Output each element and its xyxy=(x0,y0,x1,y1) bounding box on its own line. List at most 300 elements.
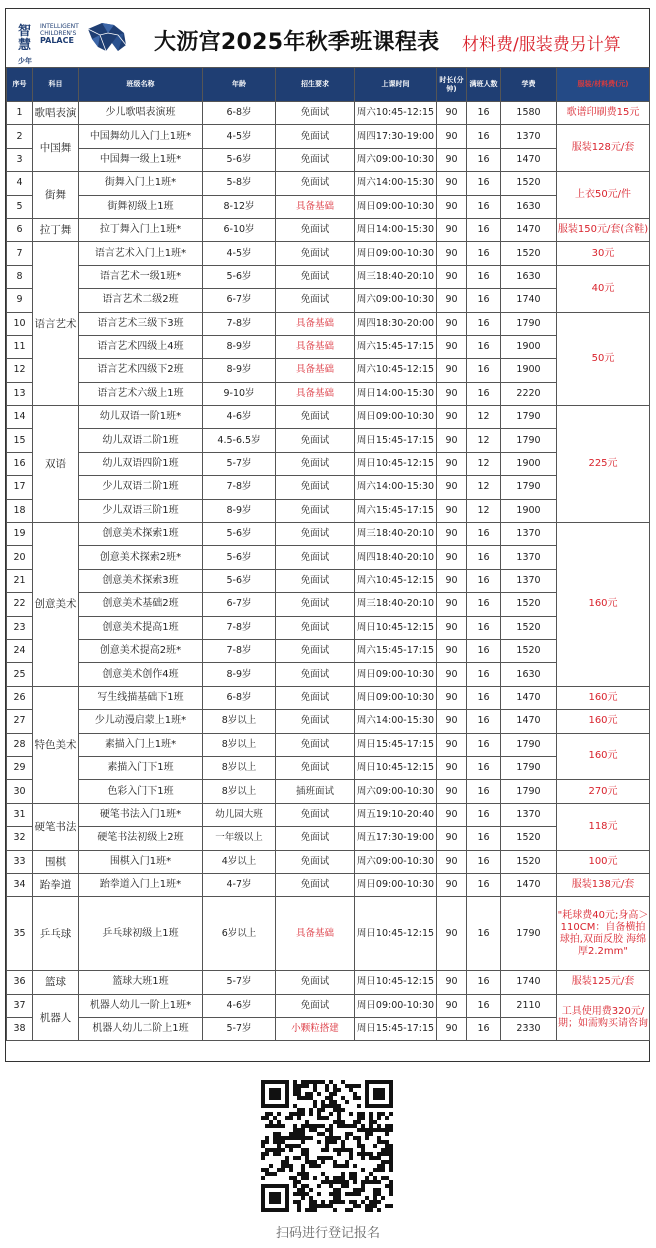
col-header-number: 序号 xyxy=(7,68,33,102)
extra-fee-cell: 50元 xyxy=(557,312,650,406)
row-number: 20 xyxy=(7,546,33,569)
tuition-fee: 1900 xyxy=(501,359,557,382)
subject-cell: 拉丁舞 xyxy=(33,218,79,241)
age-range: 幼儿园大班 xyxy=(203,803,276,826)
class-name: 创意美术探索3班 xyxy=(79,569,203,592)
class-size: 16 xyxy=(467,971,501,994)
age-range: 4-5岁 xyxy=(203,125,276,148)
class-name: 少儿双语三阶1班 xyxy=(79,499,203,522)
tuition-fee: 1520 xyxy=(501,850,557,873)
extra-fee-cell: 工具使用费320元/期；如需购买请咨询 xyxy=(557,994,650,1041)
class-time: 周六09:00-10:30 xyxy=(355,148,437,171)
row-number: 5 xyxy=(7,195,33,218)
class-size: 16 xyxy=(467,616,501,639)
row-number: 14 xyxy=(7,406,33,429)
enrollment-requirement: 免面试 xyxy=(276,686,355,709)
duration-minutes: 90 xyxy=(437,873,467,896)
duration-minutes: 90 xyxy=(437,312,467,335)
table-row xyxy=(7,710,650,733)
class-size: 16 xyxy=(467,569,501,592)
tuition-fee: 1520 xyxy=(501,242,557,265)
class-name: 乒乓球初级上1班 xyxy=(79,897,203,971)
logo-english-line2: CHILDREN'S xyxy=(40,30,77,37)
logo-chinese-text: 智慧 xyxy=(18,24,32,53)
extra-fee-cell: 100元 xyxy=(557,850,650,873)
class-size: 16 xyxy=(467,710,501,733)
class-size: 16 xyxy=(467,873,501,896)
table-row xyxy=(7,663,650,686)
duration-minutes: 90 xyxy=(437,971,467,994)
row-number: 38 xyxy=(7,1018,33,1041)
row-number: 3 xyxy=(7,148,33,171)
tuition-fee: 1520 xyxy=(501,827,557,850)
extra-fee-cell: 160元 xyxy=(557,523,650,687)
class-time: 周日09:00-10:30 xyxy=(355,873,437,896)
enrollment-requirement: 免面试 xyxy=(276,546,355,569)
table-row xyxy=(7,593,650,616)
class-name: 少儿歌唱表演班 xyxy=(79,102,203,125)
age-range: 5-6岁 xyxy=(203,569,276,592)
col-header-age: 年龄 xyxy=(203,68,276,102)
class-time: 周六09:00-10:30 xyxy=(355,850,437,873)
extra-fee-cell: 服装125元/套 xyxy=(557,971,650,994)
class-size: 12 xyxy=(467,429,501,452)
class-time: 周六15:45-17:15 xyxy=(355,639,437,662)
extra-fee-cell: 225元 xyxy=(557,406,650,523)
class-size: 16 xyxy=(467,523,501,546)
row-number: 35 xyxy=(7,897,33,971)
row-number: 22 xyxy=(7,593,33,616)
enrollment-requirement: 免面试 xyxy=(276,710,355,733)
table-row xyxy=(7,850,650,873)
age-range: 一年级以上 xyxy=(203,827,276,850)
subject-cell: 跆拳道 xyxy=(33,873,79,896)
class-time: 周三18:40-20:10 xyxy=(355,593,437,616)
class-time: 周日10:45-12:15 xyxy=(355,756,437,779)
class-name: 创意美术提高2班* xyxy=(79,639,203,662)
class-size: 16 xyxy=(467,593,501,616)
age-range: 8-9岁 xyxy=(203,335,276,358)
duration-minutes: 90 xyxy=(437,686,467,709)
duration-minutes: 90 xyxy=(437,429,467,452)
table-row xyxy=(7,523,650,546)
age-range: 6-8岁 xyxy=(203,686,276,709)
class-size: 12 xyxy=(467,452,501,475)
row-number: 21 xyxy=(7,569,33,592)
class-name: 创意美术提高1班 xyxy=(79,616,203,639)
table-row xyxy=(7,476,650,499)
class-name: 围棋入门1班* xyxy=(79,850,203,873)
tuition-fee: 1790 xyxy=(501,756,557,779)
table-header-row xyxy=(7,68,650,102)
enrollment-requirement: 插班面试 xyxy=(276,780,355,803)
duration-minutes: 90 xyxy=(437,994,467,1017)
age-range: 8岁以上 xyxy=(203,733,276,756)
class-size: 16 xyxy=(467,827,501,850)
extra-fee-cell: 118元 xyxy=(557,803,650,850)
tuition-fee: 1900 xyxy=(501,335,557,358)
enrollment-requirement: 具备基础 xyxy=(276,335,355,358)
age-range: 5-6岁 xyxy=(203,148,276,171)
extra-fee-cell: "耗球费40元;身高＞110CM：自备横拍球拍,双面反胶 海绵厚2.2mm" xyxy=(557,897,650,971)
tuition-fee: 2220 xyxy=(501,382,557,405)
row-number: 6 xyxy=(7,218,33,241)
class-name: 跆拳道入门上1班* xyxy=(79,873,203,896)
enrollment-requirement: 免面试 xyxy=(276,476,355,499)
age-range: 4岁以上 xyxy=(203,850,276,873)
duration-minutes: 90 xyxy=(437,569,467,592)
age-range: 4-6岁 xyxy=(203,406,276,429)
table-row xyxy=(7,803,650,826)
class-time: 周五19:10-20:40 xyxy=(355,803,437,826)
age-range: 7-8岁 xyxy=(203,312,276,335)
class-name: 语言艺术一级1班* xyxy=(79,265,203,288)
elephant-logo-icon xyxy=(84,21,128,53)
enrollment-requirement: 免面试 xyxy=(276,639,355,662)
row-number: 19 xyxy=(7,523,33,546)
class-time: 周三18:40-20:10 xyxy=(355,265,437,288)
duration-minutes: 90 xyxy=(437,710,467,733)
class-time: 周日10:45-12:15 xyxy=(355,452,437,475)
tuition-fee: 1630 xyxy=(501,663,557,686)
class-time: 周日10:45-12:15 xyxy=(355,971,437,994)
logo-chinese-small: 少年 xyxy=(18,57,32,65)
age-range: 8岁以上 xyxy=(203,756,276,779)
duration-minutes: 90 xyxy=(437,148,467,171)
age-range: 4-5岁 xyxy=(203,242,276,265)
enrollment-requirement: 免面试 xyxy=(276,850,355,873)
duration-minutes: 90 xyxy=(437,616,467,639)
duration-minutes: 90 xyxy=(437,406,467,429)
class-name: 创意美术探索1班 xyxy=(79,523,203,546)
age-range: 6-7岁 xyxy=(203,593,276,616)
class-name: 语言艺术四级下2班 xyxy=(79,359,203,382)
col-header-class-size: 满班人数 xyxy=(467,68,501,102)
class-size: 16 xyxy=(467,359,501,382)
row-number: 23 xyxy=(7,616,33,639)
duration-minutes: 90 xyxy=(437,827,467,850)
tuition-fee: 1630 xyxy=(501,195,557,218)
class-name: 素描入门下1班 xyxy=(79,756,203,779)
class-time: 周日09:00-10:30 xyxy=(355,686,437,709)
class-size: 16 xyxy=(467,265,501,288)
tuition-fee: 1630 xyxy=(501,265,557,288)
age-range: 8-9岁 xyxy=(203,663,276,686)
table-row xyxy=(7,195,650,218)
extra-fee-cell: 160元 xyxy=(557,686,650,709)
subject-cell: 篮球 xyxy=(33,971,79,994)
subject-cell: 机器人 xyxy=(33,994,79,1041)
tuition-fee: 1470 xyxy=(501,710,557,733)
row-number: 9 xyxy=(7,289,33,312)
age-range: 9-10岁 xyxy=(203,382,276,405)
age-range: 8岁以上 xyxy=(203,710,276,733)
table-row xyxy=(7,971,650,994)
class-name: 机器人幼儿二阶上1班 xyxy=(79,1018,203,1041)
duration-minutes: 90 xyxy=(437,242,467,265)
course-schedule-table xyxy=(6,67,650,1041)
class-time: 周三18:40-20:10 xyxy=(355,523,437,546)
enrollment-requirement: 具备基础 xyxy=(276,897,355,971)
enrollment-requirement: 免面试 xyxy=(276,733,355,756)
enrollment-requirement: 具备基础 xyxy=(276,195,355,218)
tuition-fee: 1370 xyxy=(501,803,557,826)
age-range: 5-6岁 xyxy=(203,546,276,569)
class-time: 周日09:00-10:30 xyxy=(355,994,437,1017)
enrollment-requirement: 具备基础 xyxy=(276,382,355,405)
class-size: 16 xyxy=(467,312,501,335)
class-name: 机器人幼儿一阶上1班* xyxy=(79,994,203,1017)
row-number: 2 xyxy=(7,125,33,148)
class-time: 周日14:00-15:30 xyxy=(355,218,437,241)
extra-fee-cell: 30元 xyxy=(557,242,650,265)
enrollment-requirement: 免面试 xyxy=(276,827,355,850)
tuition-fee: 1790 xyxy=(501,406,557,429)
row-number: 17 xyxy=(7,476,33,499)
brand-logo xyxy=(18,21,128,65)
class-time: 周日15:45-17:15 xyxy=(355,1018,437,1041)
class-time: 周四18:40-20:10 xyxy=(355,546,437,569)
class-size: 16 xyxy=(467,218,501,241)
class-size: 16 xyxy=(467,686,501,709)
subject-cell: 特色美术 xyxy=(33,686,79,803)
duration-minutes: 90 xyxy=(437,102,467,125)
duration-minutes: 90 xyxy=(437,476,467,499)
enrollment-requirement: 免面试 xyxy=(276,873,355,896)
row-number: 13 xyxy=(7,382,33,405)
subject-cell: 双语 xyxy=(33,406,79,523)
age-range: 8-9岁 xyxy=(203,359,276,382)
duration-minutes: 90 xyxy=(437,850,467,873)
class-name: 街舞入门上1班* xyxy=(79,172,203,195)
tuition-fee: 1470 xyxy=(501,686,557,709)
table-row xyxy=(7,569,650,592)
class-name: 语言艺术四级上4班 xyxy=(79,335,203,358)
table-row xyxy=(7,1018,650,1041)
class-name: 语言艺术六级上1班 xyxy=(79,382,203,405)
class-name: 语言艺术三级下3班 xyxy=(79,312,203,335)
subject-cell: 语言艺术 xyxy=(33,242,79,406)
class-size: 16 xyxy=(467,289,501,312)
duration-minutes: 90 xyxy=(437,546,467,569)
extra-fee-cell: 160元 xyxy=(557,733,650,780)
enrollment-requirement: 免面试 xyxy=(276,289,355,312)
table-row xyxy=(7,616,650,639)
tuition-fee: 1370 xyxy=(501,569,557,592)
enrollment-requirement: 免面试 xyxy=(276,406,355,429)
age-range: 5-7岁 xyxy=(203,452,276,475)
duration-minutes: 90 xyxy=(437,803,467,826)
class-time: 周日10:45-12:15 xyxy=(355,616,437,639)
table-row xyxy=(7,452,650,475)
row-number: 36 xyxy=(7,971,33,994)
class-size: 16 xyxy=(467,803,501,826)
table-row xyxy=(7,733,650,756)
tuition-fee: 1470 xyxy=(501,148,557,171)
age-range: 6-7岁 xyxy=(203,289,276,312)
page-subtitle: 材料费/服装费另计算 xyxy=(462,35,621,55)
class-time: 周日15:45-17:15 xyxy=(355,733,437,756)
extra-fee-cell: 160元 xyxy=(557,710,650,733)
duration-minutes: 90 xyxy=(437,639,467,662)
duration-minutes: 90 xyxy=(437,195,467,218)
col-header-class: 班级名称 xyxy=(79,68,203,102)
extra-fee-cell: 服装128元/套 xyxy=(557,125,650,172)
tuition-fee: 1740 xyxy=(501,289,557,312)
class-size: 12 xyxy=(467,476,501,499)
enrollment-requirement: 免面试 xyxy=(276,148,355,171)
class-time: 周六09:00-10:30 xyxy=(355,780,437,803)
tuition-fee: 2330 xyxy=(501,1018,557,1041)
table-row xyxy=(7,686,650,709)
duration-minutes: 90 xyxy=(437,663,467,686)
class-name: 篮球大班1班 xyxy=(79,971,203,994)
table-row xyxy=(7,499,650,522)
row-number: 8 xyxy=(7,265,33,288)
qr-caption: 扫码进行登记报名 xyxy=(275,1226,380,1241)
table-row xyxy=(7,312,650,335)
age-range: 4.5-6.5岁 xyxy=(203,429,276,452)
extra-fee-cell: 上衣50元/件 xyxy=(557,172,650,219)
enrollment-requirement: 免面试 xyxy=(276,452,355,475)
class-size: 16 xyxy=(467,172,501,195)
subject-cell: 街舞 xyxy=(33,172,79,219)
duration-minutes: 90 xyxy=(437,452,467,475)
class-time: 周日09:00-10:30 xyxy=(355,663,437,686)
logo-english-line3: PALACE xyxy=(40,36,74,45)
class-size: 16 xyxy=(467,850,501,873)
class-time: 周日10:45-12:15 xyxy=(355,897,437,971)
class-size: 12 xyxy=(467,406,501,429)
class-name: 幼儿双语二阶1班 xyxy=(79,429,203,452)
class-size: 16 xyxy=(467,733,501,756)
col-header-time: 上课时间 xyxy=(355,68,437,102)
age-range: 5-6岁 xyxy=(203,523,276,546)
enrollment-requirement: 免面试 xyxy=(276,523,355,546)
table-row xyxy=(7,429,650,452)
class-size: 12 xyxy=(467,499,501,522)
tuition-fee: 2110 xyxy=(501,994,557,1017)
enrollment-requirement: 免面试 xyxy=(276,172,355,195)
enrollment-requirement: 具备基础 xyxy=(276,359,355,382)
class-name: 中国舞幼儿入门上1班* xyxy=(79,125,203,148)
enrollment-requirement: 免面试 xyxy=(276,994,355,1017)
enrollment-requirement: 免面试 xyxy=(276,125,355,148)
age-range: 6-8岁 xyxy=(203,102,276,125)
row-number: 25 xyxy=(7,663,33,686)
class-size: 16 xyxy=(467,756,501,779)
tuition-fee: 1790 xyxy=(501,897,557,971)
row-number: 34 xyxy=(7,873,33,896)
class-size: 16 xyxy=(467,639,501,662)
tuition-fee: 1790 xyxy=(501,429,557,452)
row-number: 29 xyxy=(7,756,33,779)
age-range: 8岁以上 xyxy=(203,780,276,803)
tuition-fee: 1370 xyxy=(501,523,557,546)
tuition-fee: 1520 xyxy=(501,639,557,662)
class-size: 16 xyxy=(467,102,501,125)
duration-minutes: 90 xyxy=(437,1018,467,1041)
age-range: 5-6岁 xyxy=(203,265,276,288)
enrollment-requirement: 免面试 xyxy=(276,569,355,592)
enrollment-requirement: 免面试 xyxy=(276,756,355,779)
row-number: 7 xyxy=(7,242,33,265)
class-time: 周日14:00-15:30 xyxy=(355,382,437,405)
tuition-fee: 1790 xyxy=(501,476,557,499)
tuition-fee: 1900 xyxy=(501,452,557,475)
age-range: 7-8岁 xyxy=(203,476,276,499)
duration-minutes: 90 xyxy=(437,382,467,405)
age-range: 8-9岁 xyxy=(203,499,276,522)
duration-minutes: 90 xyxy=(437,125,467,148)
tuition-fee: 1470 xyxy=(501,873,557,896)
duration-minutes: 90 xyxy=(437,499,467,522)
class-name: 街舞初级上1班 xyxy=(79,195,203,218)
duration-minutes: 90 xyxy=(437,593,467,616)
duration-minutes: 90 xyxy=(437,780,467,803)
duration-minutes: 90 xyxy=(437,289,467,312)
table-row xyxy=(7,827,650,850)
tuition-fee: 1790 xyxy=(501,780,557,803)
enrollment-requirement: 免面试 xyxy=(276,593,355,616)
class-size: 16 xyxy=(467,195,501,218)
extra-fee-cell: 服装138元/套 xyxy=(557,873,650,896)
subject-cell: 乒乓球 xyxy=(33,897,79,971)
class-time: 周日15:45-17:15 xyxy=(355,429,437,452)
extra-fee-cell: 270元 xyxy=(557,780,650,803)
age-range: 4-7岁 xyxy=(203,873,276,896)
enrollment-requirement: 具备基础 xyxy=(276,312,355,335)
subject-cell: 歌唱表演 xyxy=(33,102,79,125)
duration-minutes: 90 xyxy=(437,335,467,358)
col-header-requirement: 招生要求 xyxy=(276,68,355,102)
row-number: 10 xyxy=(7,312,33,335)
enrollment-requirement: 免面试 xyxy=(276,803,355,826)
row-number: 32 xyxy=(7,827,33,850)
col-header-extra-fee: 服装/材料费(元) xyxy=(557,68,650,102)
row-number: 16 xyxy=(7,452,33,475)
class-time: 周六10:45-12:15 xyxy=(355,359,437,382)
enrollment-requirement: 免面试 xyxy=(276,102,355,125)
age-range: 5-7岁 xyxy=(203,1018,276,1041)
enrollment-requirement: 免面试 xyxy=(276,663,355,686)
table-row xyxy=(7,546,650,569)
class-size: 16 xyxy=(467,125,501,148)
table-row xyxy=(7,359,650,382)
enrollment-requirement: 免面试 xyxy=(276,265,355,288)
class-name: 素描入门上1班* xyxy=(79,733,203,756)
extra-fee-cell: 40元 xyxy=(557,265,650,312)
class-time: 周六10:45-12:15 xyxy=(355,569,437,592)
table-row xyxy=(7,242,650,265)
age-range: 7-8岁 xyxy=(203,639,276,662)
class-name: 幼儿双语四阶1班 xyxy=(79,452,203,475)
duration-minutes: 90 xyxy=(437,172,467,195)
table-row xyxy=(7,780,650,803)
class-size: 16 xyxy=(467,242,501,265)
class-time: 周四17:30-19:00 xyxy=(355,125,437,148)
age-range: 8-12岁 xyxy=(203,195,276,218)
row-number: 27 xyxy=(7,710,33,733)
row-number: 11 xyxy=(7,335,33,358)
row-number: 4 xyxy=(7,172,33,195)
row-number: 24 xyxy=(7,639,33,662)
row-number: 1 xyxy=(7,102,33,125)
row-number: 15 xyxy=(7,429,33,452)
enrollment-requirement: 免面试 xyxy=(276,218,355,241)
age-range: 5-7岁 xyxy=(203,971,276,994)
enrollment-requirement: 免面试 xyxy=(276,971,355,994)
